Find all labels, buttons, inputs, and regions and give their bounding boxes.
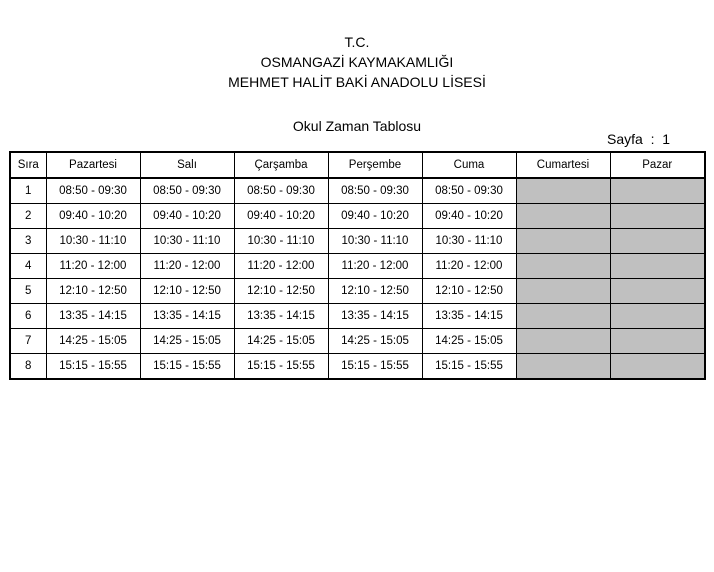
column-header: Pazar	[610, 152, 705, 178]
time-cell: 10:30 - 11:10	[422, 229, 516, 254]
shaded-time-cell	[610, 178, 705, 204]
shaded-time-cell	[610, 279, 705, 304]
header-district: OSMANGAZİ KAYMAKAMLIĞI	[260, 54, 454, 70]
table-header-row	[10, 152, 705, 178]
time-cell: 11:20 - 12:00	[140, 254, 234, 279]
header-country: T.C.	[344, 34, 370, 50]
time-cell: 12:10 - 12:50	[46, 279, 140, 304]
time-cell: 08:50 - 09:30	[328, 178, 422, 204]
table-header	[10, 152, 705, 178]
column-header: Cumartesi	[516, 152, 610, 178]
time-cell: 10:30 - 11:10	[140, 229, 234, 254]
time-cell: 12:10 - 12:50	[328, 279, 422, 304]
time-cell: 11:20 - 12:00	[46, 254, 140, 279]
table-body	[10, 178, 705, 379]
time-cell: 10:30 - 11:10	[234, 229, 328, 254]
time-cell: 10:30 - 11:10	[328, 229, 422, 254]
time-cell: 14:25 - 15:05	[46, 329, 140, 354]
time-cell: 15:15 - 15:55	[422, 354, 516, 380]
row-number-cell: 2	[10, 204, 46, 229]
shaded-time-cell	[516, 204, 610, 229]
time-cell: 13:35 - 14:15	[422, 304, 516, 329]
shaded-time-cell	[610, 329, 705, 354]
shaded-time-cell	[516, 279, 610, 304]
schedule-table	[9, 151, 706, 380]
time-cell: 11:20 - 12:00	[328, 254, 422, 279]
time-cell: 14:25 - 15:05	[140, 329, 234, 354]
shaded-time-cell	[610, 229, 705, 254]
time-cell: 11:20 - 12:00	[422, 254, 516, 279]
column-header: Cuma	[422, 152, 516, 178]
column-header: Perşembe	[328, 152, 422, 178]
time-cell: 15:15 - 15:55	[140, 354, 234, 380]
shaded-time-cell	[516, 178, 610, 204]
time-cell: 15:15 - 15:55	[234, 354, 328, 380]
column-header: Sıra	[10, 152, 46, 178]
shaded-time-cell	[610, 354, 705, 380]
time-cell: 14:25 - 15:05	[422, 329, 516, 354]
time-cell: 13:35 - 14:15	[328, 304, 422, 329]
table-row	[10, 329, 705, 354]
row-number-cell: 8	[10, 354, 46, 380]
table-row	[10, 254, 705, 279]
shaded-time-cell	[516, 304, 610, 329]
time-cell: 15:15 - 15:55	[328, 354, 422, 380]
column-header: Pazartesi	[46, 152, 140, 178]
time-cell: 13:35 - 14:15	[46, 304, 140, 329]
shaded-time-cell	[516, 329, 610, 354]
time-cell: 09:40 - 10:20	[328, 204, 422, 229]
shaded-time-cell	[610, 254, 705, 279]
time-cell: 09:40 - 10:20	[140, 204, 234, 229]
shaded-time-cell	[516, 229, 610, 254]
column-header: Salı	[140, 152, 234, 178]
row-number-cell: 1	[10, 178, 46, 204]
row-number-cell: 4	[10, 254, 46, 279]
header-school-name: MEHMET HALİT BAKİ ANADOLU LİSESİ	[228, 74, 486, 90]
time-cell: 15:15 - 15:55	[46, 354, 140, 380]
column-header: Çarşamba	[234, 152, 328, 178]
row-number-cell: 3	[10, 229, 46, 254]
time-cell: 08:50 - 09:30	[140, 178, 234, 204]
time-cell: 13:35 - 14:15	[234, 304, 328, 329]
time-cell: 09:40 - 10:20	[422, 204, 516, 229]
time-cell: 12:10 - 12:50	[422, 279, 516, 304]
table-row	[10, 354, 705, 380]
time-cell: 10:30 - 11:10	[46, 229, 140, 254]
time-cell: 14:25 - 15:05	[328, 329, 422, 354]
time-cell: 09:40 - 10:20	[234, 204, 328, 229]
time-cell: 08:50 - 09:30	[234, 178, 328, 204]
table-row	[10, 229, 705, 254]
shaded-time-cell	[610, 304, 705, 329]
row-number-cell: 6	[10, 304, 46, 329]
row-number-cell: 7	[10, 329, 46, 354]
time-cell: 11:20 - 12:00	[234, 254, 328, 279]
row-number-cell: 5	[10, 279, 46, 304]
time-cell: 09:40 - 10:20	[46, 204, 140, 229]
time-cell: 12:10 - 12:50	[140, 279, 234, 304]
document-title: Okul Zaman Tablosu	[292, 118, 422, 134]
shaded-time-cell	[610, 204, 705, 229]
shaded-time-cell	[516, 254, 610, 279]
time-cell: 08:50 - 09:30	[46, 178, 140, 204]
table-row	[10, 304, 705, 329]
table-row	[10, 204, 705, 229]
time-cell: 08:50 - 09:30	[422, 178, 516, 204]
shaded-time-cell	[516, 354, 610, 380]
time-cell: 14:25 - 15:05	[234, 329, 328, 354]
page-indicator: Sayfa : 1	[607, 131, 671, 147]
time-cell: 13:35 - 14:15	[140, 304, 234, 329]
table-row	[10, 178, 705, 204]
time-cell: 12:10 - 12:50	[234, 279, 328, 304]
table-row	[10, 279, 705, 304]
